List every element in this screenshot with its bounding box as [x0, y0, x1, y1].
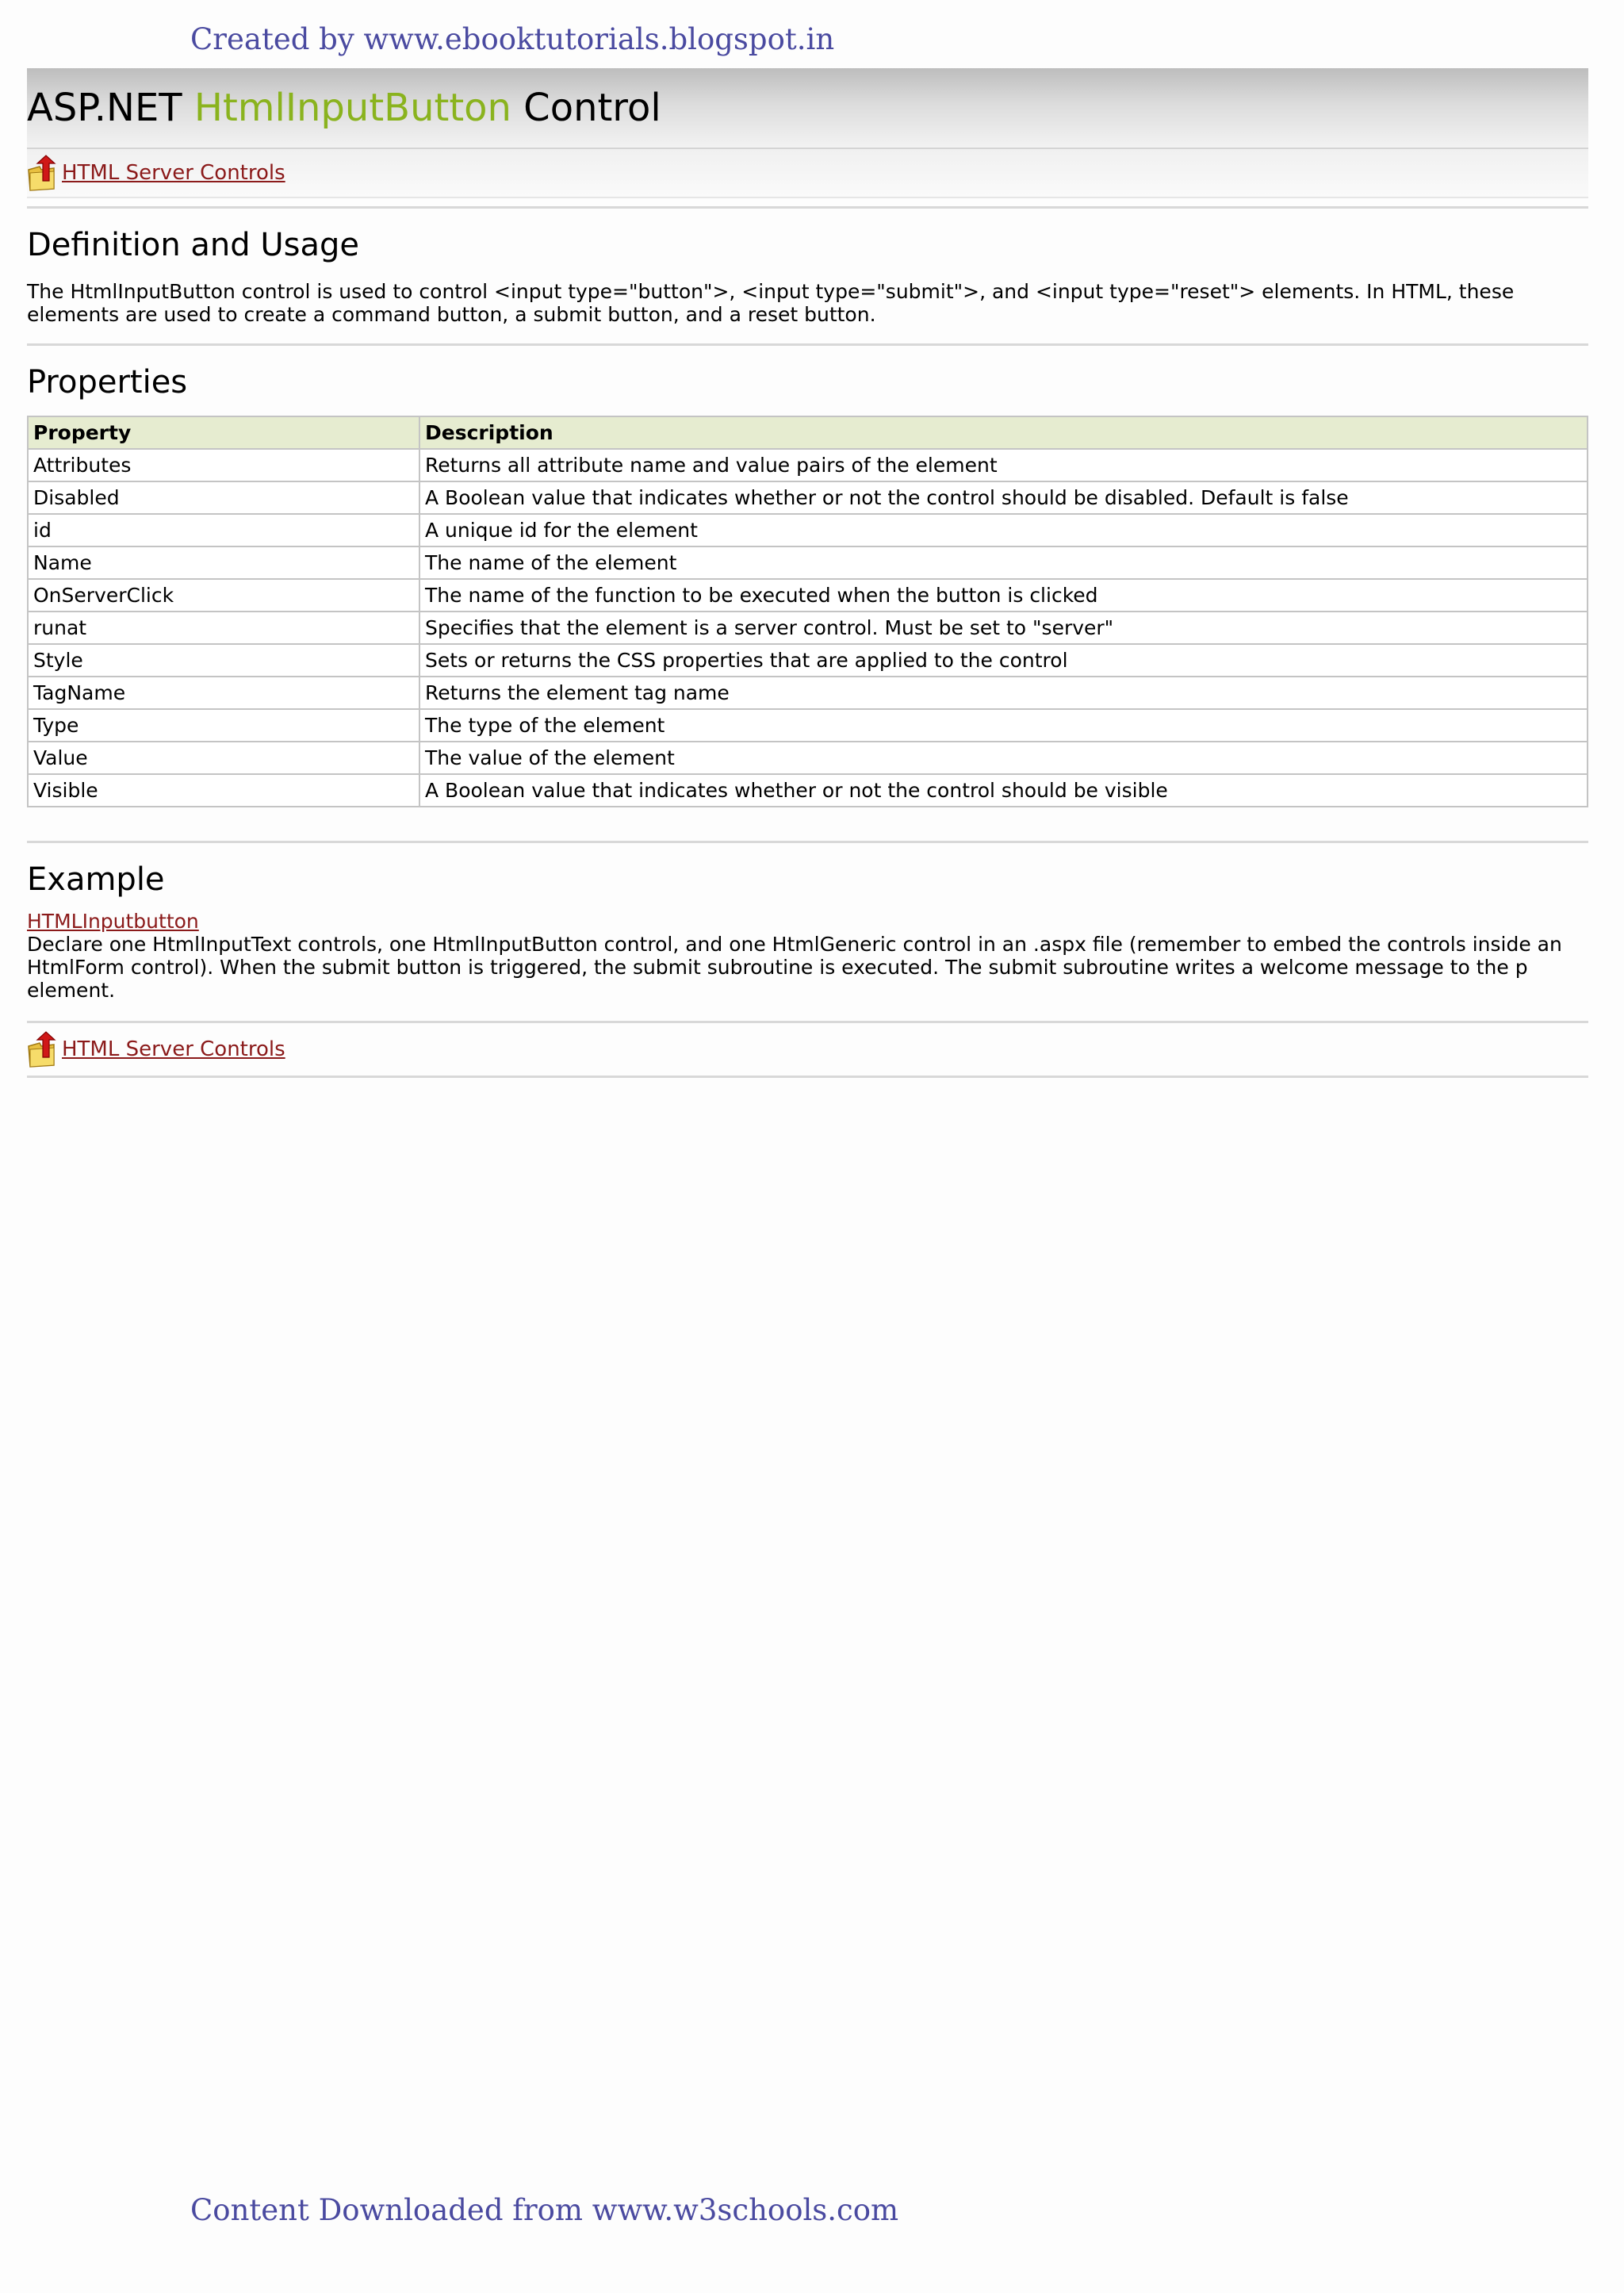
- property-name-cell: runat: [28, 612, 419, 644]
- folder-up-arrow-icon: [27, 1030, 59, 1068]
- definition-text: The HtmlInputButton control is used to control <input type="button">, <input type="submit">, and <input type="reset"> elements. In HTML, these elements are used to create a command button, a submit button, and a reset button.: [27, 280, 1515, 326]
- html-server-controls-link-bottom[interactable]: [27, 1030, 285, 1068]
- nav-link-label-bottom: HTML Server Controls: [62, 1037, 285, 1061]
- title-suffix: Control: [511, 86, 661, 130]
- property-description-cell: A unique id for the element: [419, 514, 1588, 546]
- example-link[interactable]: HTMLInputbutton: [27, 910, 199, 933]
- property-description-cell: Returns the element tag name: [419, 677, 1588, 709]
- property-name-cell: Disabled: [28, 481, 419, 514]
- column-header-property: Property: [28, 416, 419, 449]
- table-row: [28, 481, 1588, 514]
- table-row: [28, 579, 1588, 612]
- table-row: [28, 774, 1588, 807]
- property-description-cell: Specifies that the element is a server control. Must be set to "server": [419, 612, 1588, 644]
- nav-row-top: [27, 149, 1588, 198]
- property-name-cell: Value: [28, 742, 419, 774]
- page-title: [27, 86, 661, 130]
- property-description-cell: The name of the function to be executed when the button is clicked: [419, 579, 1588, 612]
- property-name-cell: OnServerClick: [28, 579, 419, 612]
- table-row: [28, 612, 1588, 644]
- nav-row-bottom: [27, 1023, 1588, 1076]
- property-name-cell: Attributes: [28, 449, 419, 481]
- property-description-cell: Returns all attribute name and value pairs of the element: [419, 449, 1588, 481]
- column-header-description: Description: [419, 416, 1588, 449]
- divider: [27, 1076, 1588, 1078]
- property-description-cell: Sets or returns the CSS properties that are applied to the control: [419, 644, 1588, 677]
- property-name-cell: Name: [28, 546, 419, 579]
- folder-up-arrow-icon: [27, 154, 59, 192]
- table-row: [28, 449, 1588, 481]
- property-description-cell: A Boolean value that indicates whether or not the control should be visible: [419, 774, 1588, 807]
- title-prefix: ASP.NET: [27, 86, 194, 130]
- property-name-cell: Style: [28, 644, 419, 677]
- example-heading: Example: [27, 861, 165, 898]
- property-description-cell: The name of the element: [419, 546, 1588, 579]
- properties-table: [27, 416, 1588, 807]
- title-bar: [27, 68, 1588, 149]
- property-description-cell: The type of the element: [419, 709, 1588, 742]
- property-name-cell: id: [28, 514, 419, 546]
- nav-link-label-top: HTML Server Controls: [62, 161, 285, 185]
- table-row: [28, 514, 1588, 546]
- table-row: [28, 546, 1588, 579]
- property-name-cell: Type: [28, 709, 419, 742]
- title-accent: HtmlInputButton: [193, 86, 511, 130]
- table-row: [28, 677, 1588, 709]
- properties-heading: Properties: [27, 364, 188, 401]
- property-name-cell: Visible: [28, 774, 419, 807]
- table-row: [28, 742, 1588, 774]
- table-row: [28, 709, 1588, 742]
- table-row: [28, 644, 1588, 677]
- page-content: [27, 68, 1588, 1078]
- property-description-cell: A Boolean value that indicates whether or not the control should be disabled. Default is false: [419, 481, 1588, 514]
- watermark-top: Created by www.ebooktutorials.blogspot.in: [190, 22, 835, 56]
- property-name-cell: TagName: [28, 677, 419, 709]
- html-server-controls-link-top[interactable]: [27, 154, 285, 192]
- property-description-cell: The value of the element: [419, 742, 1588, 774]
- properties-table-header: [28, 416, 1588, 449]
- watermark-bottom: Content Downloaded from www.w3schools.com: [190, 2193, 899, 2227]
- definition-heading: Definition and Usage: [27, 227, 360, 263]
- example-text: Declare one HtmlInputText controls, one HtmlInputButton control, and one HtmlGeneric control in an .aspx file (remember to embed the controls inside an HtmlForm control). When the submit button is triggered, the submit subroutine is executed. The submit subroutine writes a welcome message to the p element.: [27, 933, 1562, 1002]
